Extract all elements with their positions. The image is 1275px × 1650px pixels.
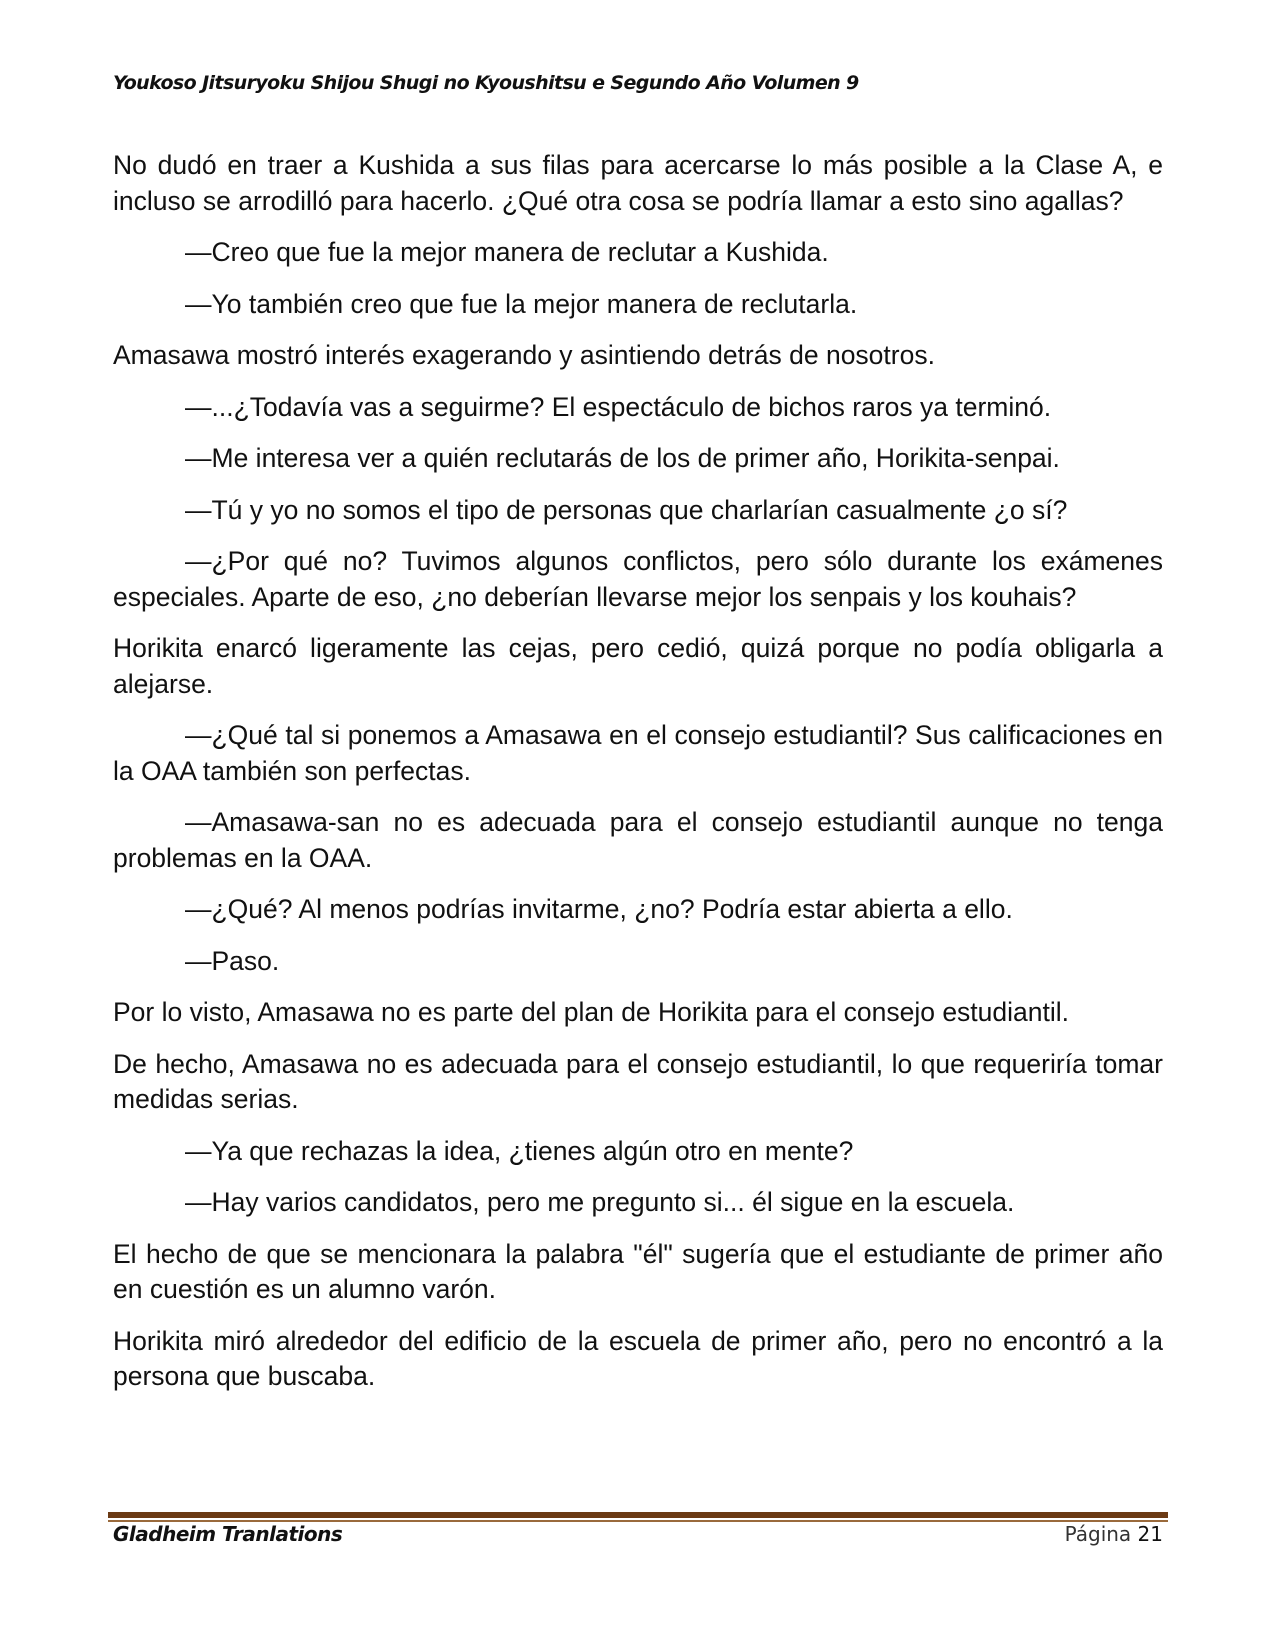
page-number: 21 <box>1137 1522 1163 1546</box>
dialogue-line: —¿Qué tal si ponemos a Amasawa en el consejo estudiantil? Sus calificaciones en la OAA también son perfectas. <box>113 720 1163 786</box>
page-header-title: Youkoso Jitsuryoku Shijou Shugi no Kyoushitsu e Segundo Año Volumen 9 <box>113 72 859 94</box>
dialogue-line: —Creo que fue la mejor manera de reclutar a Kushida. <box>185 237 829 267</box>
dialogue-line: —¿Por qué no? Tuvimos algunos conflictos, pero sólo durante los exámenes especiales. Aparte de eso, ¿no deberían llevarse mejor los senpais y los kouhais? <box>113 546 1163 612</box>
paragraph: Horikita enarcó ligeramente las cejas, pero cedió, quizá porque no podía obligarla a alejarse. <box>113 633 1163 699</box>
page-label: Página <box>1064 1522 1132 1546</box>
dialogue-line: —Amasawa-san no es adecuada para el consejo estudiantil aunque no tenga problemas en la OAA. <box>113 807 1163 873</box>
paragraph: Amasawa mostró interés exagerando y asintiendo detrás de nosotros. <box>113 340 935 370</box>
dialogue-line: —...¿Todavía vas a seguirme? El espectáculo de bichos raros ya terminó. <box>185 391 1052 422</box>
dialogue-line: —Paso. <box>185 945 280 976</box>
dialogue-line: —Yo también creo que fue la mejor manera de reclutarla. <box>185 288 858 319</box>
dialogue-line: —Tú y yo no somos el tipo de personas que charlarían casualmente ¿o sí? <box>185 494 1068 525</box>
paragraph: Horikita miró alrededor del edificio de la escuela de primer año, pero no encontró a la persona que buscaba. <box>113 1325 1163 1391</box>
dialogue-line: —Me interesa ver a quién reclutarás de los de primer año, Horikita-senpai. <box>185 443 1060 473</box>
footer-credit: Gladheim Tranlations <box>113 1522 343 1546</box>
paragraph: El hecho de que se mencionara la palabra "él" sugería que el estudiante de primer año en cuestión es un alumno varón. <box>113 1238 1163 1304</box>
dialogue-line: —¿Qué? Al menos podrías invitarme, ¿no? Podría estar abierta a ello. <box>185 894 1013 924</box>
paragraph: Por lo visto, Amasawa no es parte del plan de Horikita para el consejo estudiantil. <box>113 997 1070 1027</box>
body-text <box>113 148 1163 1411</box>
dialogue-line: —Hay varios candidatos, pero me pregunto si... él sigue en la escuela. <box>185 1187 1015 1217</box>
paragraph: De hecho, Amasawa no es adecuada para el consejo estudiantil, lo que requeriría tomar medidas serias. <box>113 1048 1163 1114</box>
dialogue-line: —Ya que rechazas la idea, ¿tienes algún otro en mente? <box>185 1135 854 1166</box>
paragraph: No dudó en traer a Kushida a sus filas para acercarse lo más posible a la Clase A, e incluso se arrodilló para hacerlo. ¿Qué otra cosa se podría llamar a esto sino agallas? <box>113 150 1163 216</box>
footer-divider <box>108 1512 1168 1522</box>
page-number-block <box>1065 1522 1163 1546</box>
